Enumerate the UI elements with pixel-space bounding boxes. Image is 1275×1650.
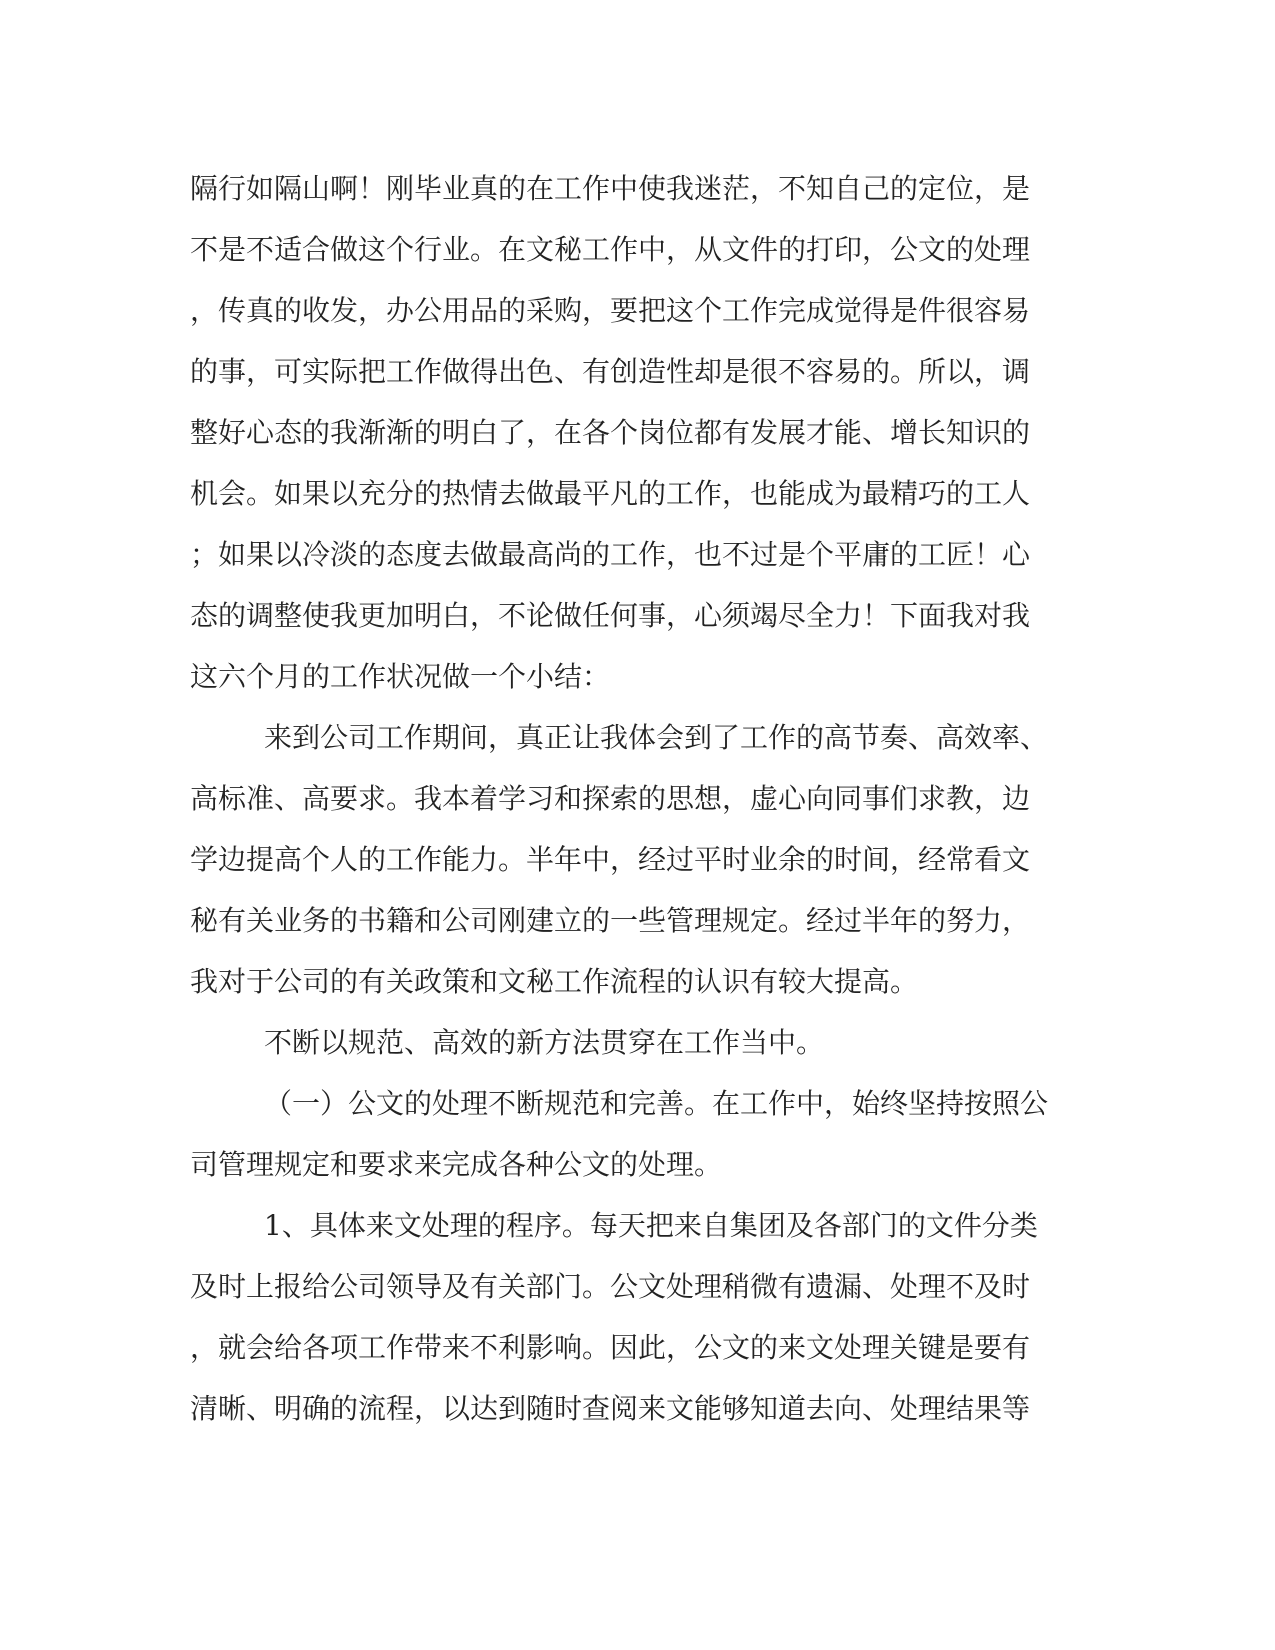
text-line: ；如果以冷淡的态度去做最高尚的工作，也不过是个平庸的工匠！心: [190, 538, 1031, 571]
list-item-line: 1、具体来文处理的程序。每天把来自集团及各部门的文件分类: [264, 1209, 1038, 1242]
text-line: 清晰、明确的流程，以达到随时查阅来文能够知道去向、处理结果等: [190, 1392, 1031, 1425]
text-line: 隔行如隔山啊！刚毕业真的在工作中使我迷茫，不知自己的定位，是: [190, 172, 1031, 205]
paragraph-start-line: 不断以规范、高效的新方法贯穿在工作当中。: [264, 1026, 825, 1059]
text-line: ，传真的收发，办公用品的采购，要把这个工作完成觉得是件很容易: [190, 294, 1031, 327]
text-line: 司管理规定和要求来完成各种公文的处理。: [190, 1148, 723, 1181]
paragraph-start-line: 来到公司工作期间，真正让我体会到了工作的高节奏、高效率、: [264, 721, 1049, 754]
text-line: 秘有关业务的书籍和公司刚建立的一些管理规定。经过半年的努力，: [190, 904, 1031, 937]
body-text: [190, 158, 1090, 1439]
text-line: 的事，可实际把工作做得出色、有创造性却是很不容易的。所以，调: [190, 355, 1031, 388]
text-line: ，就会给各项工作带来不利影响。因此，公文的来文处理关键是要有: [190, 1331, 1031, 1364]
text-line: 学边提高个人的工作能力。半年中，经过平时业余的时间，经常看文: [190, 843, 1031, 876]
text-line: 我对于公司的有关政策和文秘工作流程的认识有较大提高。: [190, 965, 919, 998]
text-line: 及时上报给公司领导及有关部门。公文处理稍微有遗漏、处理不及时: [190, 1270, 1031, 1303]
text-line: 高标准、高要求。我本着学习和探索的思想，虚心向同事们求教，边: [190, 782, 1031, 815]
section-heading-line: （一）公文的处理不断规范和完善。在工作中，始终坚持按照公: [264, 1087, 1049, 1120]
text-line: 整好心态的我渐渐的明白了，在各个岗位都有发展才能、增长知识的: [190, 416, 1031, 449]
text-line: 这六个月的工作状况做一个小结：: [190, 660, 611, 693]
text-line: 态的调整使我更加明白，不论做任何事，心须竭尽全力！下面我对我: [190, 599, 1031, 632]
text-line: 机会。如果以充分的热情去做最平凡的工作，也能成为最精巧的工人: [190, 477, 1031, 510]
text-line: 不是不适合做这个行业。在文秘工作中，从文件的打印，公文的处理: [190, 233, 1031, 266]
